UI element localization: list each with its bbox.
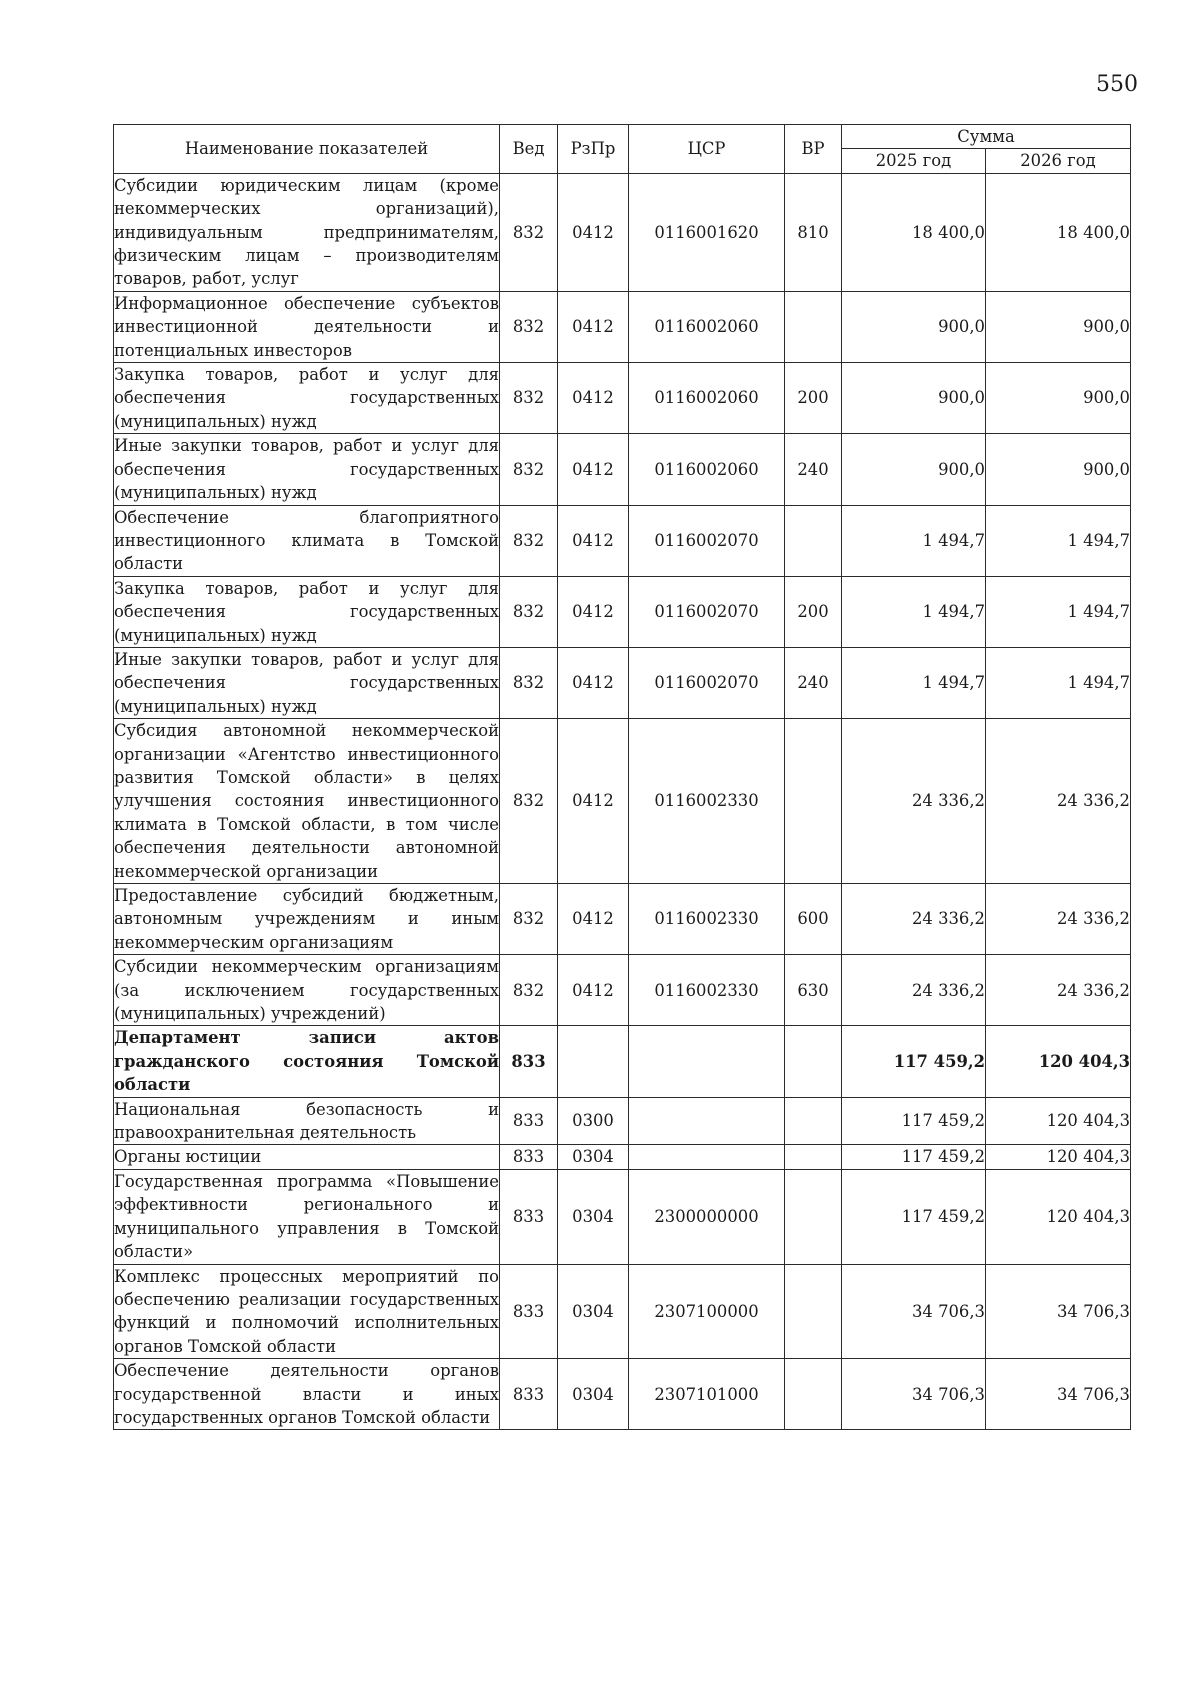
cell-ved: 832 [500,884,558,955]
cell-vr [785,291,842,362]
cell-csr: 0116002060 [629,291,785,362]
header-csr: ЦСР [629,125,785,174]
cell-csr: 0116002070 [629,505,785,576]
cell-2025: 18 400,0 [842,173,986,291]
cell-ved: 833 [500,1169,558,1264]
cell-name [114,1097,500,1145]
row-label: Закупка товаров, работ и услуг для обеспечения государственных (муниципальных) нужд [114,578,499,645]
row-label: Предоставление субсидий бюджетным, автономным учреждениям и иным некоммерческим организациям [114,886,499,952]
row-label: Комплекс процессных мероприятий по обеспечению реализации государственных функций и полномочий исполнительных органов Томской области [114,1266,499,1356]
row-label: Обеспечение деятельности органов государственной власти и иных государственных органов Томской области [114,1361,499,1427]
table-row [114,434,1131,505]
cell-2025: 1 494,7 [842,647,986,718]
cell-2026: 18 400,0 [986,173,1131,291]
cell-name [114,1264,500,1359]
cell-ved: 832 [500,434,558,505]
row-label: Субсидии юридическим лицам (кроме некоммерческих организаций), индивидуальным предпринимателям, физическим лицам – производителям товаров, работ, услуг [114,175,499,289]
cell-rzpr: 0412 [558,647,629,718]
cell-rzpr: 0304 [558,1145,629,1169]
table-row [114,955,1131,1026]
cell-ved: 832 [500,719,558,884]
cell-2026: 24 336,2 [986,955,1131,1026]
row-label: Информационное обеспечение субъектов инвестиционной деятельности и потенциальных инвесторов [114,293,499,360]
cell-rzpr: 0412 [558,719,629,884]
cell-vr: 200 [785,576,842,647]
cell-csr: 0116002330 [629,884,785,955]
cell-2025: 24 336,2 [842,884,986,955]
cell-2026: 34 706,3 [986,1264,1131,1359]
cell-rzpr: 0412 [558,434,629,505]
cell-vr: 600 [785,884,842,955]
cell-vr [785,505,842,576]
cell-rzpr: 0412 [558,363,629,434]
table-row [114,363,1131,434]
cell-vr: 240 [785,647,842,718]
table-header [114,125,1131,174]
cell-2025: 1 494,7 [842,505,986,576]
cell-rzpr: 0300 [558,1097,629,1145]
cell-2026: 120 404,3 [986,1026,1131,1097]
cell-ved: 833 [500,1264,558,1359]
cell-name [114,647,500,718]
cell-name [114,1169,500,1264]
cell-ved: 832 [500,647,558,718]
header-name: Наименование показателей [114,125,500,174]
cell-vr: 200 [785,363,842,434]
row-label: Обеспечение благоприятного инвестиционного климата в Томской области [114,507,499,574]
cell-vr [785,1359,842,1430]
cell-ved: 832 [500,291,558,362]
table-row [114,1169,1131,1264]
row-label: Иные закупки товаров, работ и услуг для обеспечения государственных (муниципальных) нужд [114,436,499,503]
table-row [114,719,1131,884]
header-ved: Вед [500,125,558,174]
cell-name [114,434,500,505]
cell-2026: 900,0 [986,434,1131,505]
table-body [114,173,1131,1430]
cell-ved: 833 [500,1145,558,1169]
header-year-2025: 2025 год [842,149,986,173]
cell-rzpr: 0412 [558,505,629,576]
cell-ved: 833 [500,1026,558,1097]
table-row [114,291,1131,362]
cell-csr: 0116002060 [629,363,785,434]
cell-vr [785,1169,842,1264]
table-row [114,1264,1131,1359]
cell-ved: 832 [500,955,558,1026]
cell-csr: 2300000000 [629,1169,785,1264]
cell-rzpr: 0412 [558,291,629,362]
row-label: Иные закупки товаров, работ и услуг для обеспечения государственных (муниципальных) нужд [114,649,499,716]
cell-vr [785,719,842,884]
cell-2025: 900,0 [842,291,986,362]
cell-ved: 833 [500,1359,558,1430]
cell-csr: 0116002330 [629,955,785,1026]
cell-ved: 832 [500,576,558,647]
cell-vr [785,1097,842,1145]
cell-2025: 117 459,2 [842,1169,986,1264]
cell-rzpr: 0412 [558,173,629,291]
cell-vr [785,1145,842,1169]
table-row [114,884,1131,955]
cell-2026: 1 494,7 [986,505,1131,576]
table-row [114,647,1131,718]
cell-2025: 24 336,2 [842,719,986,884]
cell-2025: 900,0 [842,363,986,434]
cell-ved: 832 [500,363,558,434]
cell-2026: 24 336,2 [986,884,1131,955]
cell-name [114,291,500,362]
cell-csr [629,1097,785,1145]
cell-ved: 832 [500,173,558,291]
table-row [114,173,1131,291]
cell-rzpr: 0304 [558,1169,629,1264]
cell-rzpr: 0412 [558,955,629,1026]
cell-csr: 0116002060 [629,434,785,505]
cell-name [114,576,500,647]
cell-2025: 117 459,2 [842,1145,986,1169]
cell-name [114,884,500,955]
table-row [114,505,1131,576]
cell-rzpr: 0412 [558,884,629,955]
row-label: Субсидия автономной некоммерческой организации «Агентство инвестиционного развития Томской области» в целях улучшения состояния инвестиционного климата в Томской области, в том числе обеспечения деятельности автономной некоммерческой организации [114,721,499,881]
cell-2025: 117 459,2 [842,1097,986,1145]
row-label: Государственная программа «Повышение эффективности регионального и муниципального управления в Томской области» [114,1171,499,1262]
cell-vr: 630 [785,955,842,1026]
cell-name [114,173,500,291]
cell-2025: 24 336,2 [842,955,986,1026]
cell-2026: 900,0 [986,363,1131,434]
cell-rzpr: 0304 [558,1359,629,1430]
cell-csr: 2307100000 [629,1264,785,1359]
row-label: Органы юстиции [114,1147,262,1167]
cell-2025: 117 459,2 [842,1026,986,1097]
budget-table [113,124,1131,1430]
cell-2026: 900,0 [986,291,1131,362]
cell-2025: 34 706,3 [842,1359,986,1430]
header-rzpr: РзПр [558,125,629,174]
cell-2026: 34 706,3 [986,1359,1131,1430]
cell-csr [629,1026,785,1097]
cell-ved: 833 [500,1097,558,1145]
page-number: 550 [1096,72,1138,97]
cell-ved: 832 [500,505,558,576]
cell-2026: 24 336,2 [986,719,1131,884]
table-row [114,1359,1131,1430]
row-label: Национальная безопасность и правоохранительная деятельность [114,1099,499,1143]
header-vr: ВР [785,125,842,174]
cell-2025: 1 494,7 [842,576,986,647]
table-row [114,1097,1131,1145]
cell-csr [629,1145,785,1169]
cell-rzpr: 0412 [558,576,629,647]
cell-name [114,719,500,884]
cell-rzpr: 0304 [558,1264,629,1359]
cell-2026: 120 404,3 [986,1169,1131,1264]
row-label: Закупка товаров, работ и услуг для обеспечения государственных (муниципальных) нужд [114,365,499,431]
cell-2026: 1 494,7 [986,576,1131,647]
header-sum: Сумма [842,125,1131,149]
table-row [114,576,1131,647]
cell-csr: 0116001620 [629,173,785,291]
cell-csr: 2307101000 [629,1359,785,1430]
cell-name [114,505,500,576]
cell-2025: 900,0 [842,434,986,505]
cell-name [114,1145,500,1169]
cell-name [114,363,500,434]
cell-vr: 240 [785,434,842,505]
cell-name [114,1026,500,1097]
cell-csr: 0116002070 [629,647,785,718]
row-label: Субсидии некоммерческим организациям (за исключением государственных (муниципальных) учреждений) [114,957,499,1024]
cell-rzpr [558,1026,629,1097]
cell-2026: 120 404,3 [986,1145,1131,1169]
row-label: Департамент записи актов гражданского состояния Томской области [114,1028,499,1095]
table-row [114,1145,1131,1169]
header-year-2026: 2026 год [986,149,1131,173]
cell-vr [785,1026,842,1097]
cell-vr [785,1264,842,1359]
cell-csr: 0116002330 [629,719,785,884]
cell-2025: 34 706,3 [842,1264,986,1359]
cell-csr: 0116002070 [629,576,785,647]
cell-2026: 120 404,3 [986,1097,1131,1145]
cell-name [114,1359,500,1430]
cell-name [114,955,500,1026]
cell-2026: 1 494,7 [986,647,1131,718]
cell-vr: 810 [785,173,842,291]
table-row [114,1026,1131,1097]
